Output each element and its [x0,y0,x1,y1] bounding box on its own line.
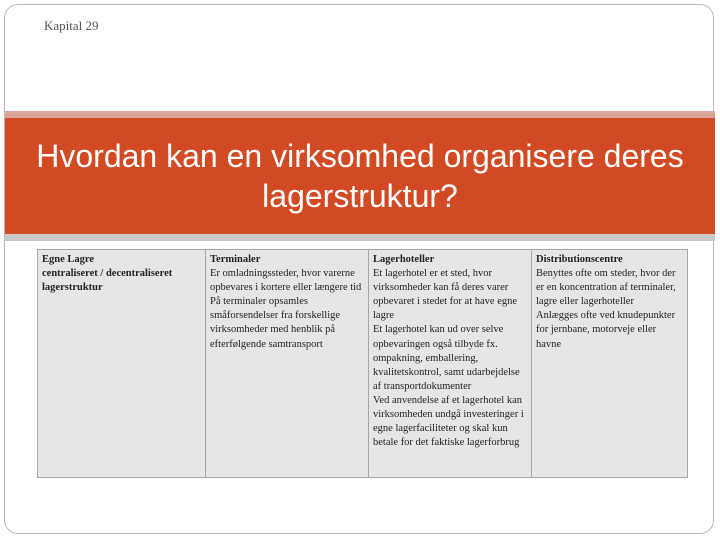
column-text: Et lagerhotel er et sted, hvor virksomheder kan få deres varer opbevaret i stedet for at have egne lagre Et lagerhotel kan ud over selve opbevaringen også tilbyde fx. ompakning, emballering, kvalitetskontrol, samt udarbejdelse af transportdokumenter Ved anvendelse af et lagerhotel kan virksomheden undgå investeringer i egne lagerfaciliteter og skal kun betale for det faktiske lagerforbrug [373,268,524,449]
column-heading: Lagerhoteller [373,254,435,265]
table-row [38,250,688,478]
table-cell-distributionscentre [532,250,688,478]
column-text: Er omladningssteder, hvor varerne opbevares i kortere eller længere tid På terminaler opsamles småforsendelser fra forskellige virksomheder med henblik på efterfølgende samtransport [210,268,362,350]
column-text: centraliseret / decentraliseret lagerstruktur [42,268,173,294]
table-cell-egne-lagre [38,250,206,478]
column-heading: Egne Lagre [42,254,95,265]
column-text: Benyttes ofte om steder, hvor der er en koncentration af terminaler, lagre eller lagerhoteller Anlægges ofte ved knudepunkter for jernbane, motorveje eller havne [536,268,676,350]
column-heading: Terminaler [210,254,261,265]
table-cell-terminaler [206,250,369,478]
column-heading: Distributionscentre [536,254,623,265]
content-table [37,249,688,478]
chapter-label: Kapital 29 [44,18,99,33]
slide-title: Hvordan kan en virksomhed organisere deres lagerstruktur? [36,138,684,214]
title-band-bottom-stripe [5,234,715,241]
title-band-top-stripe [5,111,715,118]
table-cell-lagerhoteller [369,250,532,478]
